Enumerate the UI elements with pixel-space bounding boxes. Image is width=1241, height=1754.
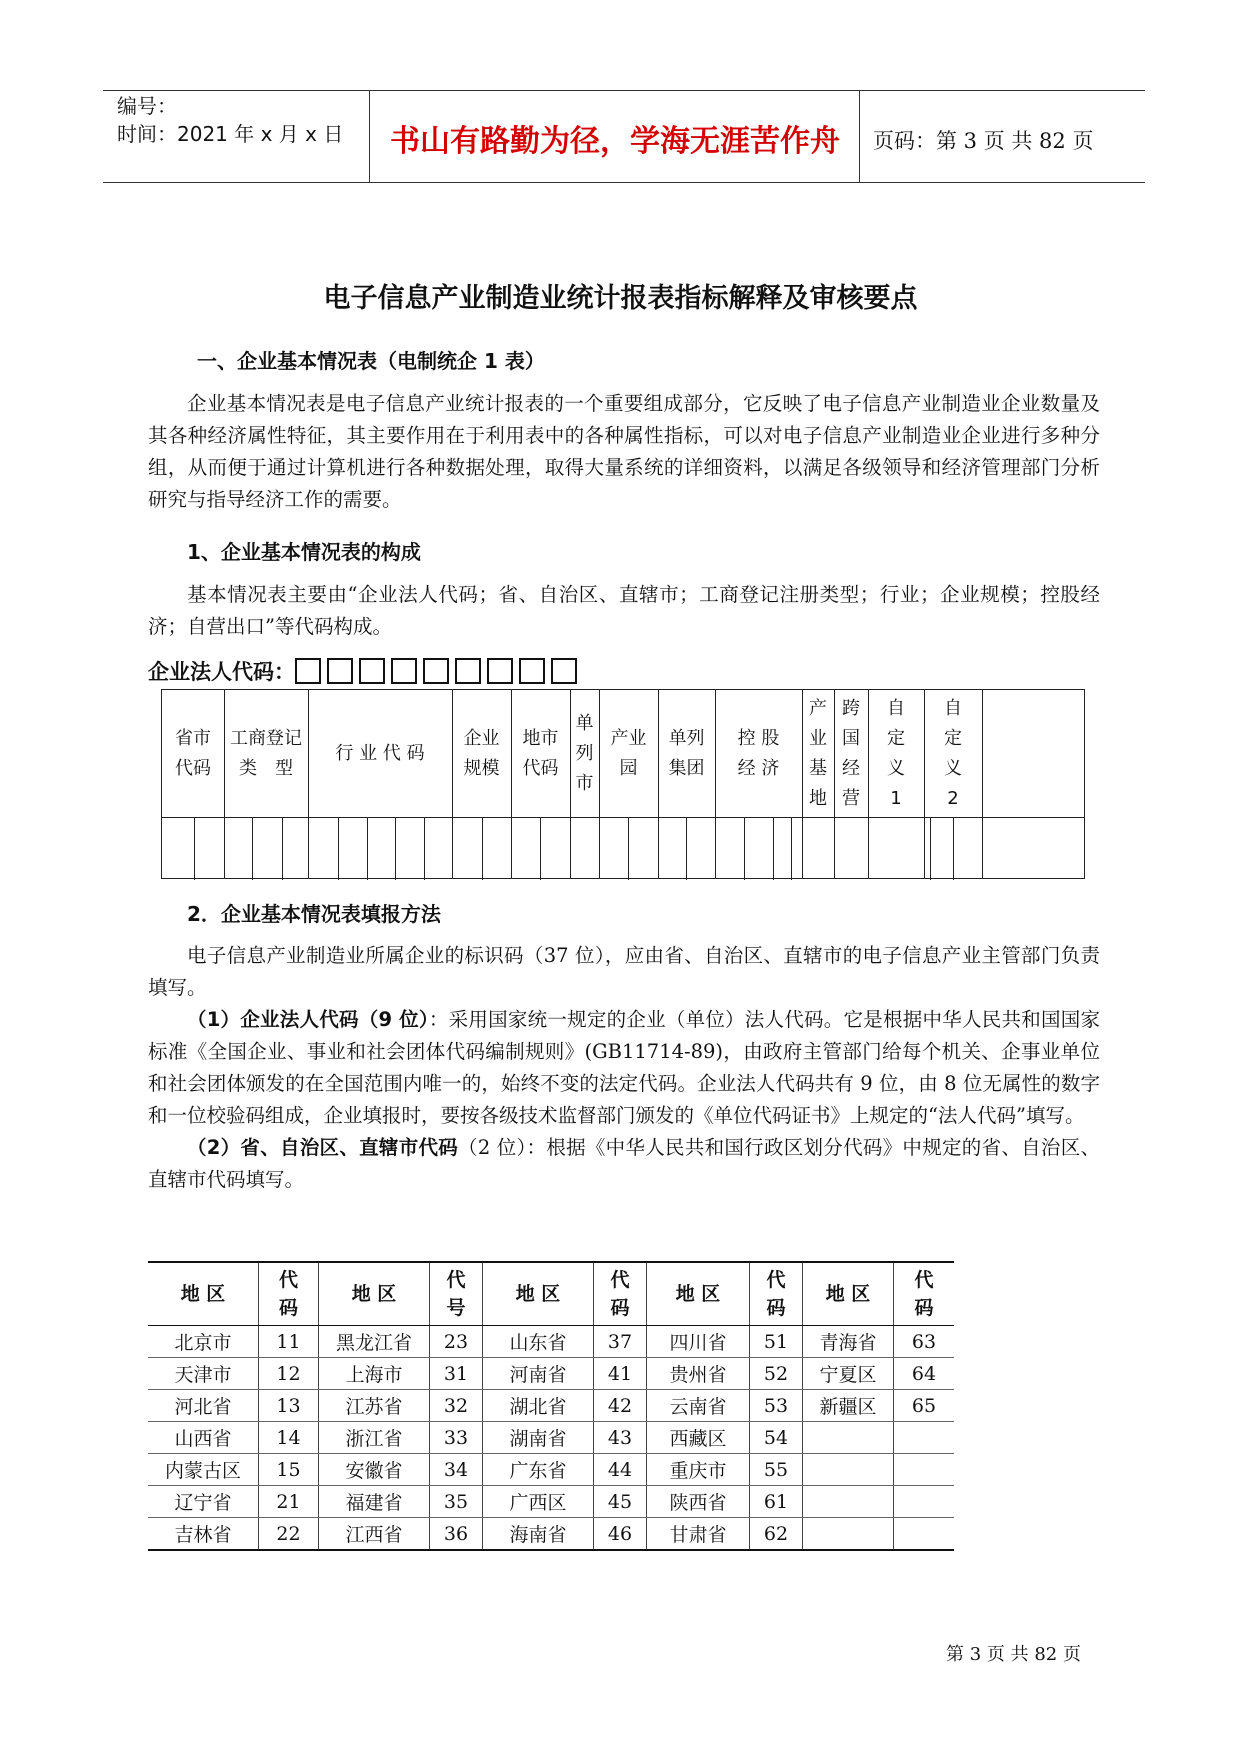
region-name-cell: [803, 1454, 894, 1486]
table-digit-line: [953, 817, 954, 880]
region-name-cell: 甘肃省: [647, 1518, 750, 1551]
region-code-cell: 35: [430, 1486, 483, 1518]
region-header-cell: 代 码: [894, 1262, 955, 1326]
region-code-cell: 43: [594, 1422, 647, 1454]
header-motto: 书山有路勤为径，学海无涯苦作舟: [390, 124, 840, 159]
region-header-cell: 代 码: [594, 1262, 647, 1326]
region-code-cell: 12: [259, 1358, 319, 1390]
region-name-cell: 山西省: [148, 1422, 259, 1454]
region-name-cell: 安徽省: [319, 1454, 430, 1486]
structure-header-cell: 企业 规模: [463, 727, 500, 779]
code-box: [455, 658, 481, 684]
region-code-cell: 37: [594, 1326, 647, 1358]
p2-text: ：采用国家统一规定的企业（单位）法人代码。它是根据中华人民共和国国家标准《全国企业、事业和社会团体代码编制规则》(GB11714-89)，由政府主管部门给每个机关、企事业单位和社会团体颁发的在全国范围内唯一的，始终不变的法定代码。企业法人代码共有 9 位，由 8 位无属性的数字和一位校验码组成，企业填报时，要按各级技术监督部门颁发的《单位代码证书》上规定的“法人代码”填写。: [148, 1008, 1100, 1127]
section2-p2: [148, 1004, 1100, 1132]
region-row: [148, 1390, 954, 1422]
region-header-cell: 代 码: [259, 1262, 319, 1326]
doc-number-label: 编号：: [117, 94, 177, 118]
sub1-paragraph: [148, 579, 1100, 643]
region-name-cell: 上海市: [319, 1358, 430, 1390]
region-code-cell: 36: [430, 1518, 483, 1551]
structure-header-cell: 单 列 市: [575, 712, 594, 794]
region-name-cell: 新疆区: [803, 1390, 894, 1422]
region-code-cell: 33: [430, 1422, 483, 1454]
region-code-cell: 63: [894, 1326, 955, 1358]
structure-header-cell: 工商登记 类 型: [230, 727, 302, 779]
region-code-cell: 21: [259, 1486, 319, 1518]
region-code-cell: 53: [750, 1390, 803, 1422]
structure-header-cell: 单列 集团: [668, 727, 705, 779]
region-code-cell: 55: [750, 1454, 803, 1486]
region-name-cell: 河南省: [483, 1358, 594, 1390]
region-table-header: [148, 1262, 954, 1326]
code-box: [423, 658, 449, 684]
p2-bold: （1）企业法人代码（9 位）: [187, 1008, 429, 1031]
region-code-cell: 13: [259, 1390, 319, 1422]
doc-time-label: 时间：2021 年 x 月 x 日: [117, 122, 344, 146]
region-header-cell: 代 码: [750, 1262, 803, 1326]
region-code-cell: 23: [430, 1326, 483, 1358]
region-name-cell: 四川省: [647, 1326, 750, 1358]
structure-header-cell: 产 业 基 地: [809, 697, 827, 809]
header-meta: [117, 92, 343, 148]
table-digit-line: [482, 817, 483, 880]
region-name-cell: 北京市: [148, 1326, 259, 1358]
region-header-cell: 代 号: [430, 1262, 483, 1326]
table-column-line: [982, 690, 983, 878]
region-name-cell: [803, 1518, 894, 1551]
region-code-cell: [894, 1486, 955, 1518]
code-box: [359, 658, 385, 684]
structure-header-cell: 跨 国 经 营: [842, 697, 860, 809]
header-page-label: 页码：第 3 页 共 82 页: [873, 129, 1094, 153]
region-name-cell: 吉林省: [148, 1518, 259, 1551]
region-code-cell: 46: [594, 1518, 647, 1551]
section2-heading: 2．企业基本情况表填报方法: [187, 902, 441, 926]
region-name-cell: 海南省: [483, 1518, 594, 1551]
table-digit-line: [424, 817, 425, 880]
code-box: [487, 658, 513, 684]
region-code-cell: 41: [594, 1358, 647, 1390]
region-name-cell: 湖南省: [483, 1422, 594, 1454]
region-name-cell: 浙江省: [319, 1422, 430, 1454]
section1-heading: 一、企业基本情况表（电制统企 1 表）: [197, 349, 545, 373]
region-header-cell: 地 区: [803, 1262, 894, 1326]
region-code-table: [148, 1261, 954, 1551]
structure-header-cell: 产业 园: [610, 727, 647, 779]
region-code-cell: 64: [894, 1358, 955, 1390]
region-code-cell: 31: [430, 1358, 483, 1390]
sub1-text: 基本情况表主要由“企业法人代码；省、自治区、直辖市；工商登记注册类型；行业；企业规模；控股经济；自营出口”等代码构成。: [148, 583, 1100, 638]
region-name-cell: [803, 1486, 894, 1518]
region-name-cell: 陕西省: [647, 1486, 750, 1518]
region-code-cell: 52: [750, 1358, 803, 1390]
table-digit-line: [194, 817, 195, 880]
legal-code-row: [148, 656, 583, 686]
region-code-cell: 62: [750, 1518, 803, 1551]
region-code-cell: 15: [259, 1454, 319, 1486]
code-box: [519, 658, 545, 684]
table-digit-line: [791, 817, 792, 880]
table-digit-line: [628, 817, 629, 880]
p3-bold: （2）省、自治区、直辖市代码: [187, 1136, 459, 1159]
section2-body: [148, 940, 1100, 1196]
header-top-rule: [103, 90, 1145, 91]
table-digit-line: [338, 817, 339, 880]
region-code-cell: 32: [430, 1390, 483, 1422]
region-name-cell: 宁夏区: [803, 1358, 894, 1390]
region-name-cell: 山东省: [483, 1326, 594, 1358]
region-code-cell: 42: [594, 1390, 647, 1422]
region-row: [148, 1358, 954, 1390]
region-row: [148, 1486, 954, 1518]
region-name-cell: 贵州省: [647, 1358, 750, 1390]
region-name-cell: [803, 1422, 894, 1454]
structure-header-cell: 省市 代码: [175, 727, 211, 779]
structure-header-cell: 自 定 义 1: [887, 697, 905, 809]
region-name-cell: 青海省: [803, 1326, 894, 1358]
region-row: [148, 1454, 954, 1486]
table-digit-line: [395, 817, 396, 880]
region-name-cell: 内蒙古区: [148, 1454, 259, 1486]
region-code-cell: [894, 1518, 955, 1551]
region-header-cell: 地 区: [647, 1262, 750, 1326]
table-digit-line: [744, 817, 745, 880]
header-bottom-rule: [103, 182, 1145, 183]
region-name-cell: 黑龙江省: [319, 1326, 430, 1358]
region-code-cell: 61: [750, 1486, 803, 1518]
code-box: [295, 658, 321, 684]
table-digit-line: [282, 817, 283, 880]
region-name-cell: 广东省: [483, 1454, 594, 1486]
table-digit-line: [773, 817, 774, 880]
region-name-cell: 福建省: [319, 1486, 430, 1518]
structure-header-cell: 地市 代码: [522, 727, 559, 779]
region-code-cell: 65: [894, 1390, 955, 1422]
region-name-cell: 重庆市: [647, 1454, 750, 1486]
region-name-cell: 江苏省: [319, 1390, 430, 1422]
table-digit-line: [540, 817, 541, 880]
code-box: [327, 658, 353, 684]
region-name-cell: 天津市: [148, 1358, 259, 1390]
region-code-cell: 34: [430, 1454, 483, 1486]
p3-text: （2 位）：根据《中华人民共和国行政区划分代码》中规定的省、自治区、直辖市代码填写。: [148, 1136, 1100, 1191]
legal-code-label: 企业法人代码：: [148, 660, 295, 684]
code-structure-table: [161, 689, 1085, 879]
region-code-cell: 54: [750, 1422, 803, 1454]
structure-header-cell: 行 业 代 码: [335, 742, 425, 764]
code-box: [391, 658, 417, 684]
region-name-cell: 河北省: [148, 1390, 259, 1422]
region-code-cell: 44: [594, 1454, 647, 1486]
section1-intro-text: 企业基本情况表是电子信息产业统计报表的一个重要组成部分，它反映了电子信息产业制造业企业数量及其各种经济属性特征，其主要作用在于利用表中的各种属性指标，可以对电子信息产业制造业企业进行多种分组，从而便于通过计算机进行各种数据处理，取得大量系统的详细资料，以满足各级领导和经济管理部门分析研究与指导经济工作的需要。: [148, 392, 1100, 511]
region-name-cell: 江西省: [319, 1518, 430, 1551]
section2-p3: [148, 1132, 1100, 1196]
table-digit-line: [252, 817, 253, 880]
region-row: [148, 1518, 954, 1551]
region-row: [148, 1422, 954, 1454]
region-header-cell: 地 区: [319, 1262, 430, 1326]
region-code-cell: 51: [750, 1326, 803, 1358]
region-name-cell: 西藏区: [647, 1422, 750, 1454]
table-digit-line: [686, 817, 687, 880]
region-code-cell: [894, 1422, 955, 1454]
structure-header-cell: 自 定 义 2: [944, 697, 962, 809]
region-header-cell: 地 区: [483, 1262, 594, 1326]
region-name-cell: 辽宁省: [148, 1486, 259, 1518]
region-code-cell: [894, 1454, 955, 1486]
region-row: [148, 1326, 954, 1358]
page-footer: 第 3 页 共 82 页: [946, 1644, 1081, 1665]
section2-p1: 电子信息产业制造业所属企业的标识码（37 位），应由省、自治区、直辖市的电子信息产业主管部门负责填写。: [148, 944, 1100, 999]
region-code-cell: 22: [259, 1518, 319, 1551]
region-code-cell: 11: [259, 1326, 319, 1358]
table-digit-line: [367, 817, 368, 880]
region-code-cell: 45: [594, 1486, 647, 1518]
region-name-cell: 湖北省: [483, 1390, 594, 1422]
table-header-divider: [162, 817, 1084, 818]
sub1-heading: 1、企业基本情况表的构成: [187, 540, 421, 564]
region-header-cell: 地 区: [148, 1262, 259, 1326]
table-digit-line: [930, 817, 931, 880]
section1-intro: [148, 388, 1100, 516]
structure-header-cell: 控 股 经 济: [737, 727, 780, 779]
code-box: [551, 658, 577, 684]
region-name-cell: 广西区: [483, 1486, 594, 1518]
document-title: 电子信息产业制造业统计报表指标解释及审核要点: [323, 283, 918, 314]
region-name-cell: 云南省: [647, 1390, 750, 1422]
region-code-cell: 14: [259, 1422, 319, 1454]
